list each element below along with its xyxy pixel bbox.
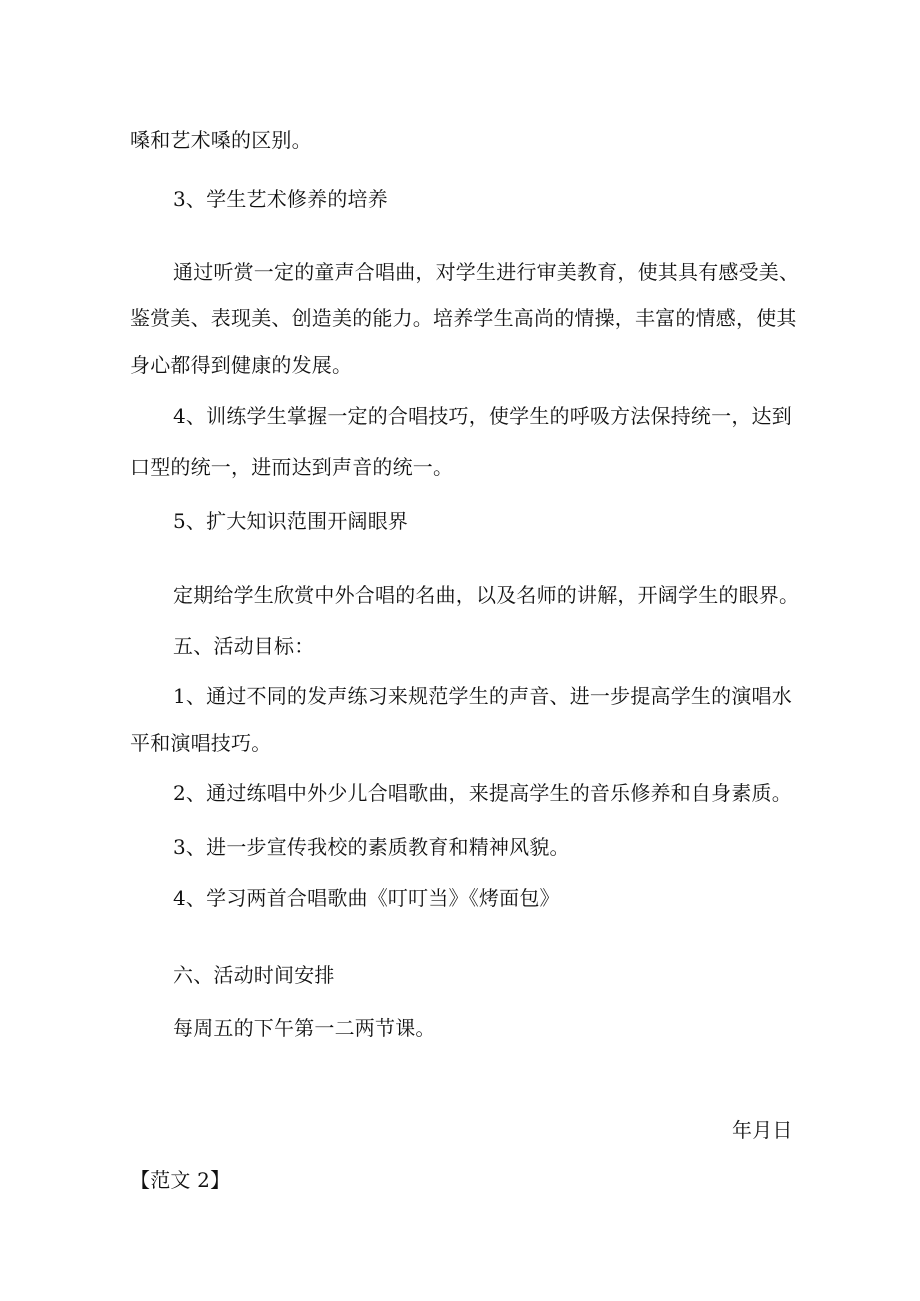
section-heading-4: 4、训练学生掌握一定的合唱技巧，使学生的呼吸方法保持统一，达到 — [173, 404, 792, 428]
schedule-text: 每周五的下午第一二两节课。 — [173, 1016, 436, 1040]
example-label: 【范文 2】 — [130, 1168, 231, 1192]
goal-item-1: 1、通过不同的发声练习来规范学生的声音、进一步提高学生的演唱水 — [173, 684, 792, 708]
paragraph-line: 定期给学生欣赏中外合唱的名曲，以及名师的讲解，开阔学生的眼界。 — [173, 583, 800, 607]
section-heading-3: 3、学生艺术修养的培养 — [173, 187, 388, 211]
paragraph-line: 身心都得到健康的发展。 — [130, 353, 353, 377]
section-heading-activity-goals: 五、活动目标： — [173, 634, 315, 658]
goal-item-2: 2、通过练唱中外少儿合唱歌曲，来提高学生的音乐修养和自身素质。 — [173, 781, 792, 805]
section-heading-schedule: 六、活动时间安排 — [173, 963, 335, 987]
section-heading-5: 5、扩大知识范围开阔眼界 — [173, 509, 409, 533]
goal-item-3: 3、进一步宣传我校的素质教育和精神风貌。 — [173, 835, 570, 859]
paragraph-line: 鉴赏美、表现美、创造美的能力。培养学生高尚的情操，丰富的情感，使其 — [130, 306, 797, 330]
goal-item-1-continuation: 平和演唱技巧。 — [130, 731, 272, 755]
paragraph-continuation-line: 嗓和艺术嗓的区别。 — [130, 128, 312, 152]
paragraph-line: 通过听赏一定的童声合唱曲，对学生进行审美教育，使其具有感受美、 — [173, 260, 800, 284]
goal-item-4: 4、学习两首合唱歌曲《叮叮当》《烤面包》 — [173, 886, 560, 910]
date-line: 年月日 — [732, 1118, 793, 1142]
paragraph-line: 口型的统一，进而达到声音的统一。 — [130, 455, 454, 479]
